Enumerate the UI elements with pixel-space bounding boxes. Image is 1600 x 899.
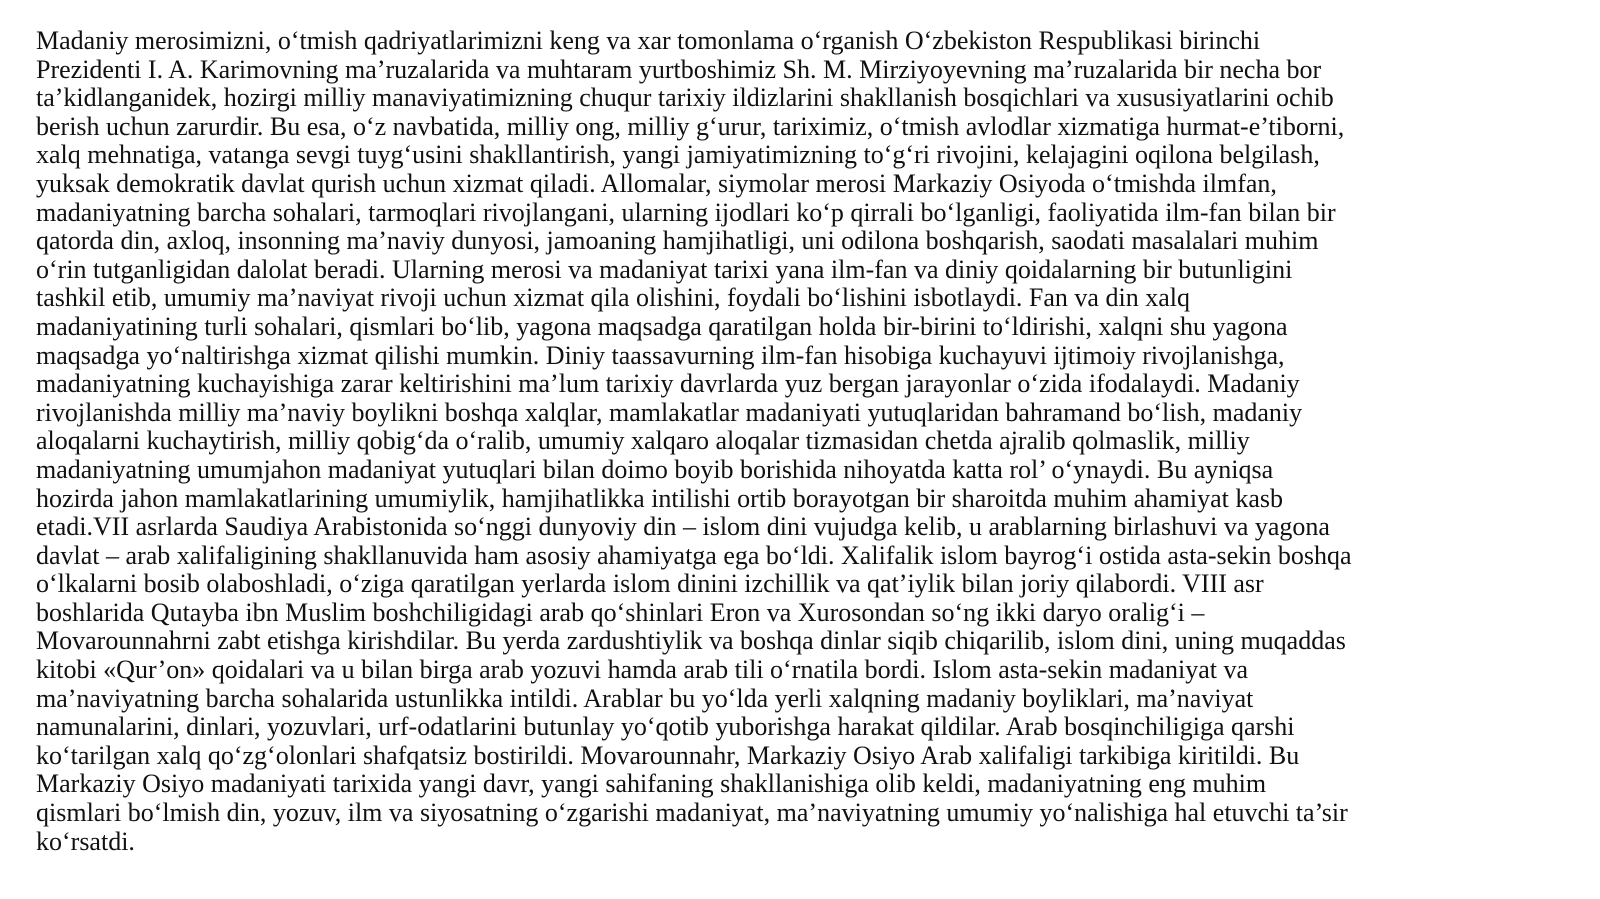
text-line: tashkil etib, umumiy ma’naviyat rivoji uchun xizmat qila olishini, foydali bo‘lishini isbotlaydi. Fan va din xalq	[36, 283, 1190, 313]
text-line: qatorda din, axloq, insonning ma’naviy dunyosi, jamoaning hamjihatligi, uni odilona boshqarish, saodati masalalari muhim	[36, 226, 1319, 256]
text-line: o‘lkalarni bosib olaboshladi, o‘ziga qaratilgan yerlarda islom dinini izchillik va qat’iylik bilan joriy qilabordi. VIII asr	[36, 569, 1264, 599]
text-line: Movarounnahrni zabt etishga kirishdilar. Bu yerda zardushtiylik va boshqa dinlar siqib chiqarilib, islom dini, uning muqaddas	[36, 626, 1346, 656]
text-line: ma’naviyatning barcha sohalarida ustunlikka intildi. Arablar bu yo‘lda yerli xalqning madaniy boyliklari, ma’naviyat	[36, 683, 1254, 713]
text-line: madaniyatning kuchayishiga zarar keltirishini ma’lum tarixiy davrlarda yuz bergan jarayonlar o‘zida ifodalaydi. Madaniy	[36, 369, 1300, 399]
text-line: kitobi «Qur’on» qoidalari va u bilan birga arab yozuvi hamda arab tili o‘rnatila bordi. Islom asta-sekin madaniyat va	[36, 655, 1249, 685]
text-line: rivojlanishda milliy ma’naviy boylikni boshqa xalqlar, mamlakatlar madaniyati yutuqlaridan bahramand bo‘lish, madaniy	[36, 397, 1303, 427]
text-line: ko‘tarilgan xalq qo‘zg‘olonlari shafqatsiz bostirildi. Movarounnahr, Markaziy Osiyo Arab xalifaligi tarkibiga kiritildi. Bu	[36, 740, 1300, 770]
document-page	[36, 27, 1596, 856]
text-line: ta’kidlanganidek, hozirgi milliy manaviyatimizning chuqur tarixiy ildizlarini shakllanish bosqichlari va xususiyatlarini ochib	[36, 83, 1334, 113]
text-line: qismlari bo‘lmish din, yozuv, ilm va siyosatning o‘zgarishi madaniyat, ma’naviyatning umumiy yo‘nalishiga hal etuvchi ta’sir	[36, 798, 1348, 828]
text-line: aloqalarni kuchaytirish, milliy qobig‘da o‘ralib, umumiy xalqaro aloqalar tizmasidan chetda ajralib qolmaslik, milliy	[36, 426, 1250, 456]
text-line: xalq mehnatiga, vatanga sevgi tuyg‘usini shakllantirish, yangi jamiyatimizning to‘g‘ri rivojini, kelajagini oqilona belgilash,	[36, 140, 1320, 170]
text-line: yuksak demokratik davlat qurish uchun xizmat qiladi. Allomalar, siymolar merosi Markaziy Osiyoda o‘tmishda ilmfan,	[36, 168, 1277, 198]
text-line: o‘rin tutganligidan dalolat beradi. Ularning merosi va madaniyat tarixi yana ilm-fan va diniy qoidalarning bir butunligini	[36, 254, 1293, 284]
text-line: madaniyatning barcha sohalari, tarmoqlari rivojlangani, ularning ijodlari ko‘p qirrali bo‘lganligi, faoliyatida ilm-fan bilan bir	[36, 197, 1336, 227]
text-line: namunalarini, dinlari, yozuvlari, urf-odatlarini butunlay yo‘qotib yuborishga harakat qildilar. Arab bosqinchiligiga qarshi	[36, 712, 1295, 742]
text-line: madaniyatning umumjahon madaniyat yutuqlari bilan doimo boyib borishida nihoyatda katta rol’ o‘ynaydi. Bu ayniqsa	[36, 454, 1274, 484]
text-line: Markaziy Osiyo madaniyati tarixida yangi davr, yangi sahifaning shakllanishiga olib keldi, madaniyatning eng muhim	[36, 769, 1267, 799]
text-line: ko‘rsatdi.	[36, 826, 135, 856]
text-line: Madaniy merosimizni, o‘tmish qadriyatlarimizni keng va xar tomonlama o‘rganish O‘zbekiston Respublikasi birinchi	[36, 26, 1261, 55]
text-line: Prezidenti I. A. Karimovning ma’ruzalarida va muhtaram yurtboshimiz Sh. M. Mirziyoyevning ma’ruzalarida bir necha bor	[36, 54, 1322, 84]
text-line: madaniyatining turli sohalari, qismlari bo‘lib, yagona maqsadga qaratilgan holda bir-birini to‘ldirishi, xalqni shu yagona	[36, 311, 1288, 341]
text-line: etadi.VII asrlarda Saudiya Arabistonida so‘nggi dunyoviy din – islom dini vujudga kelib, u arablarning birlashuvi va yagona	[36, 512, 1330, 542]
text-line: hozirda jahon mamlakatlarining umumiylik, hamjihatlikka intilishi ortib borayotgan bir sharoitda muhim ahamiyat kasb	[36, 483, 1284, 513]
body-paragraph	[36, 27, 1596, 856]
text-line: davlat – arab xalifaligining shakllanuvida ham asosiy ahamiyatga ega bo‘ldi. Xalifalik islom bayrog‘i ostida asta-sekin boshqa	[36, 540, 1352, 570]
text-line: maqsadga yo‘naltirishga xizmat qilishi mumkin. Diniy taassavurning ilm-fan hisobiga kuchayuvi ijtimoiy rivojlanishga,	[36, 340, 1285, 370]
text-line: boshlarida Qutayba ibn Muslim boshchiligidagi arab qo‘shinlari Eron va Xurosondan so‘ng ikki daryo oralig‘i –	[36, 597, 1205, 627]
text-line: berish uchun zarurdir. Bu esa, o‘z navbatida, milliy ong, milliy g‘urur, tariximiz, o‘tmish avlodlar xizmatiga hurmat-e’tiborni,	[36, 111, 1345, 141]
